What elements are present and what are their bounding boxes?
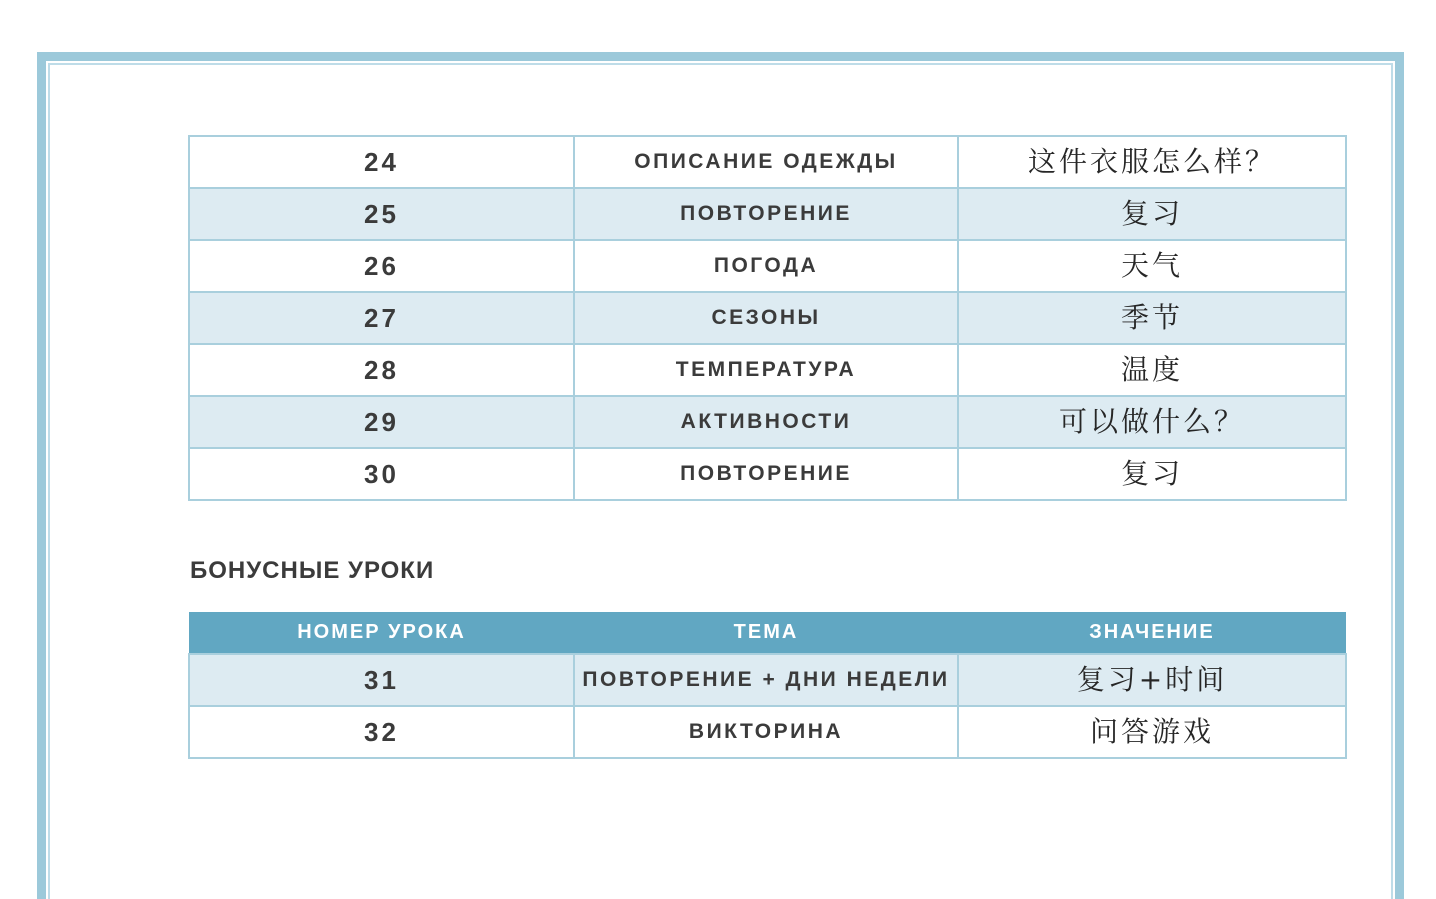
cell-topic: АКТИВНОСТИ (574, 396, 958, 448)
bonus-lessons-heading: БОНУСНЫЕ УРОКИ (190, 557, 435, 584)
column-header-topic: ТЕМА (574, 612, 958, 654)
cell-number: 30 (189, 448, 574, 500)
cell-topic: ВИКТОРИНА (574, 706, 958, 758)
table-row (189, 188, 1346, 240)
bonus-table-header-row (189, 612, 1346, 654)
cell-topic: ПОВТОРЕНИЕ (574, 448, 958, 500)
table-row (189, 136, 1346, 188)
column-header-lesson-number: НОМЕР УРОКА (189, 612, 574, 654)
cell-topic: ПОВТОРЕНИЕ (574, 188, 958, 240)
lessons-table (188, 135, 1347, 501)
table-row (189, 240, 1346, 292)
cell-meaning: 问答游戏 (958, 706, 1346, 758)
table-row (189, 344, 1346, 396)
cell-topic: ОПИСАНИЕ ОДЕЖДЫ (574, 136, 958, 188)
cell-meaning: 季节 (958, 292, 1346, 344)
cell-meaning: 天气 (958, 240, 1346, 292)
cell-number: 29 (189, 396, 574, 448)
lessons-table-body (189, 136, 1346, 500)
table-row (189, 448, 1346, 500)
cell-topic: ПОГОДА (574, 240, 958, 292)
document-content (188, 0, 1345, 759)
cell-meaning: 这件衣服怎么样？ (958, 136, 1346, 188)
cell-number: 31 (189, 654, 574, 706)
cell-meaning: 复习+时间 (958, 654, 1346, 706)
cell-meaning: 可以做什么？ (958, 396, 1346, 448)
cell-topic: СЕЗОНЫ (574, 292, 958, 344)
cell-number: 32 (189, 706, 574, 758)
bonus-table-body (189, 654, 1346, 758)
cell-topic: ТЕМПЕРАТУРА (574, 344, 958, 396)
table-row (189, 396, 1346, 448)
cell-meaning: 复习 (958, 448, 1346, 500)
cell-number: 27 (189, 292, 574, 344)
cell-meaning: 温度 (958, 344, 1346, 396)
column-header-meaning: ЗНАЧЕНИЕ (958, 612, 1346, 654)
table-row (189, 654, 1346, 706)
cell-meaning: 复习 (958, 188, 1346, 240)
cell-number: 25 (189, 188, 574, 240)
bonus-lessons-table (188, 612, 1347, 759)
table-row (189, 292, 1346, 344)
cell-number: 24 (189, 136, 574, 188)
cell-number: 28 (189, 344, 574, 396)
cell-topic: ПОВТОРЕНИЕ + ДНИ НЕДЕЛИ (574, 654, 958, 706)
cell-number: 26 (189, 240, 574, 292)
table-row (189, 706, 1346, 758)
